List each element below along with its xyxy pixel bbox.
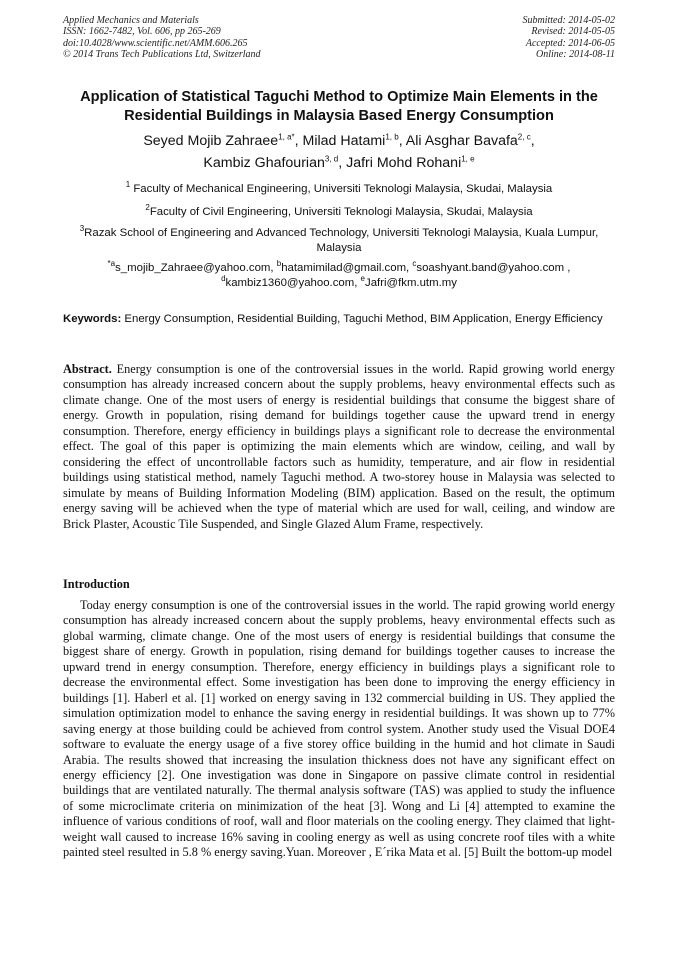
journal-header-right [523, 15, 616, 61]
email-mark: e [360, 273, 365, 283]
author-list [40, 130, 638, 174]
email-entry [107, 259, 277, 274]
email-mark: *a [107, 259, 116, 269]
author [346, 155, 474, 171]
affiliation [63, 205, 615, 220]
author-affil-mark: 3, d [324, 154, 339, 164]
email-entry [276, 259, 413, 274]
abstract-text: Energy consumption is one of the controversial issues in the world. Rapid growing world energy consumption has already increased concern about the supply problems, heavy environmental effects such as climate change. One of the most users of energy is residential buildings that consume the biggest share of energy. Growth in population, rising demand for buildings together cause the upward trend in energy consumption. Therefore, energy efficiency in buildings plays a significant role to decrease the environmental effect. The goal of this paper is optimizing the main elements which are window, ceiling, and wall by considering the effect of uncontrollable factors such as humidity, temperature, and air flow in residential buildings using statistical method, namely Taguchi method. A two-storey house in Malaysia was selected to simulate by means of Building Information Modeling (BIM) application. Based on the result, the optimum energy saving will be achieved when the type of material which are used for wall, ceiling, and window are Brick Plaster, Acoustic Tile Suspended, and Single Glazed Alum Frame, respectively. [63, 362, 615, 531]
author-name: Kambiz Ghafourian [203, 155, 325, 171]
affiliation-mark: 1 [125, 180, 131, 190]
affiliation-text: Faculty of Mechanical Engineering, Universiti Teknologi Malaysia, Skudai, Malaysia [133, 183, 553, 195]
email-address: s_mojib_Zahraee@yahoo.com, [115, 262, 277, 274]
author-affil-mark: 2, c [517, 132, 531, 142]
keywords-section [63, 312, 615, 327]
accepted-date: Accepted: 2014-06-05 [525, 37, 615, 49]
paper-title: Application of Statistical Taguchi Method to Optimize Main Elements in the Residential Buildings in Malaysia Based Energy Consumption [80, 89, 598, 124]
email-address: Jafri@fkm.utm.my [365, 276, 457, 289]
author-name: Ali Asghar Bavafa [405, 133, 518, 149]
author-separator: , [294, 133, 303, 149]
email-mark: b [276, 259, 282, 269]
email-entry [221, 273, 361, 289]
keywords-text: Energy Consumption, Residential Building, Taguchi Method, BIM Application, Energy Efficiency [124, 313, 603, 325]
author-name: Jafri Mohd Rohani [346, 155, 462, 171]
author [143, 133, 302, 149]
abstract-section [63, 362, 615, 532]
online-date: Online: 2014-08-11 [536, 49, 615, 61]
email-entry [360, 273, 457, 289]
keywords-label: Keywords: [63, 313, 122, 325]
doi-line: doi:10.4028/www.scientific.net/AMM.606.265 [63, 37, 248, 49]
email-entry [412, 259, 571, 274]
issn-line: ISSN: 1662-7482, Vol. 606, pp 265-269 [63, 26, 221, 38]
affiliation [63, 226, 615, 256]
introduction-text: Today energy consumption is one of the controversial issues in the world. The rapid growing world energy consumption has already increased concern about the supply problems, heavy environmental effects such as global warming, climate change. One of the most users of energy is residential buildings that consume the biggest share of energy. Growth in population, rising demand for buildings together causes to increase the upward trend in energy consumption. Therefore, energy efficiency in buildings plays a significant role to decrease the environmental effect. Some investigation has been done to improving the energy efficiency in buildings [1]. Haberl et al. [1] worked on energy saving in 132 commercial building in US. They applied the simulation optimization model to enhance the saving energy in residential buildings. It was shown up to 77% saving energy at those building could be achieved from control system. Another study used the Visual DOE4 software to evaluate the energy usage of a five storey office building in the humid and hot climate in Saudi Arabia. The results showed that increasing the insulation thickness does not have any significant effect on energy efficiency [2]. One investigation was done in Singapore on passive climate control in residential buildings that are ventilated naturally. The thermal analysis software (TAS) was applied to study the influence of some microclimate criteria on minimization of the heat [3]. Wong and Li [4] attempted to examine the influence of various conditions of roof, wall and floor materials on the cooling energy. They claimed that light-weight wall caused to increase 16% saving in cooling energy as well as using concrete roof tiles with a white painted steel resulted in 5.8 % energy saving.Yuan. Moreover , E´rika Mata et al. [5] Built the bottom-up model [63, 598, 615, 860]
author-affil-mark: 1, a* [278, 132, 295, 142]
copyright-line: © 2014 Trans Tech Publications Ltd, Switzerland [63, 49, 261, 61]
author-separator: , [530, 133, 535, 149]
affiliation [63, 182, 615, 197]
author [303, 133, 406, 149]
email-address: kambiz1360@yahoo.com, [225, 276, 361, 289]
submitted-date: Submitted: 2014-05-02 [522, 15, 615, 26]
author-affil-mark: 1, e [461, 154, 475, 164]
affiliation-mark: 3 [79, 224, 85, 234]
affiliation-mark: 2 [145, 203, 150, 213]
author-affil-mark: 1, b [385, 132, 399, 142]
email-address: hatamimilad@gmail.com, [281, 262, 413, 274]
journal-header-left [63, 15, 261, 61]
abstract-label: Abstract. [63, 362, 112, 376]
author-separator: , [398, 133, 406, 149]
affiliation-text: Faculty of Civil Engineering, Universiti Teknologi Malaysia, Skudai, Malaysia [149, 206, 533, 218]
email-mark: d [221, 273, 226, 283]
author-separator: , [338, 155, 347, 171]
author [406, 133, 535, 149]
email-address: soashyant.band@yahoo.com , [416, 262, 571, 274]
email-mark: c [412, 259, 417, 269]
email-list [63, 261, 615, 290]
revised-date: Revised: 2014-05-05 [531, 26, 615, 38]
journal-name: Applied Mechanics and Materials [63, 15, 199, 26]
author [203, 155, 346, 171]
affiliation-text: Razak School of Engineering and Advanced Technology, Universiti Teknologi Malaysia, Kuala Lumpur, Malaysia [84, 227, 599, 254]
introduction-heading: Introduction [63, 577, 130, 591]
author-name: Milad Hatami [302, 133, 386, 149]
author-name: Seyed Mojib Zahraee [143, 133, 279, 149]
